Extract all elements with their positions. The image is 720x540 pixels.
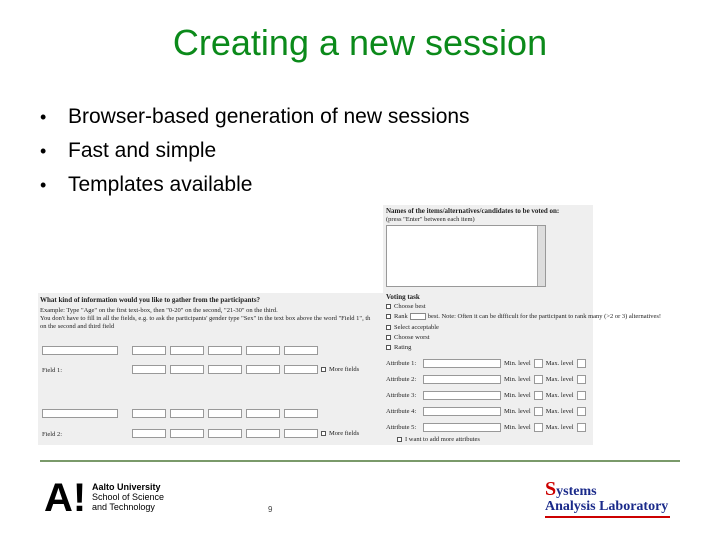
- attribute-input[interactable]: [423, 423, 501, 432]
- field-1-value-input[interactable]: [246, 365, 280, 374]
- field-2-value-input[interactable]: [284, 409, 318, 418]
- field-2-value-input[interactable]: [132, 409, 166, 418]
- field-2-name-input[interactable]: [42, 409, 118, 418]
- attribute-row: Attribute 2: Min. level Max. level: [386, 375, 589, 384]
- checkbox-icon[interactable]: [321, 367, 326, 372]
- form-example: Example: Type "Age" on the first text-box, then "0-20" on the second, "21-30" on the third.: [40, 307, 278, 314]
- max-level-input[interactable]: [577, 359, 586, 368]
- field-1-value-input[interactable]: [170, 365, 204, 374]
- voting-setup-form-screenshot: [383, 205, 662, 445]
- form-question: What kind of information would you like to gather from the participants?: [40, 296, 261, 304]
- footer-divider: [40, 460, 680, 462]
- field-2-value-input[interactable]: [170, 429, 204, 438]
- field-1-value-input[interactable]: [246, 346, 280, 355]
- participant-info-form-screenshot: [38, 293, 388, 445]
- field-2-label: Field 2:: [42, 431, 63, 438]
- attribute-row: Attribute 4: Min. level Max. level: [386, 407, 589, 416]
- voting-task-heading: Voting task: [386, 293, 420, 301]
- field-2-value-input[interactable]: [208, 429, 242, 438]
- attribute-input[interactable]: [423, 407, 501, 416]
- bullet-item: • Browser-based generation of new sessions: [40, 105, 470, 128]
- more-fields-checkbox[interactable]: More fields: [321, 366, 359, 373]
- form-example: You don't have to fill in all the fields, e.g. to ask the participants' gender type "Sex" in the text box above the word "Field 1", th: [40, 315, 371, 322]
- page-number: 9: [268, 505, 273, 514]
- field-2-value-input[interactable]: [284, 429, 318, 438]
- form-example: on the second and third field: [40, 323, 115, 330]
- field-1-value-input[interactable]: [132, 365, 166, 374]
- checkbox-icon[interactable]: [386, 345, 391, 350]
- attribute-input[interactable]: [423, 375, 501, 384]
- logo-underline: [545, 516, 670, 518]
- max-level-input[interactable]: [577, 423, 586, 432]
- max-level-input[interactable]: [577, 375, 586, 384]
- slide-title: Creating a new session: [172, 22, 548, 63]
- attribute-row: Attribute 3: Min. level Max. level: [386, 391, 589, 400]
- min-level-input[interactable]: [534, 423, 543, 432]
- alternatives-textarea[interactable]: [386, 225, 546, 287]
- field-1-value-input[interactable]: [284, 346, 318, 355]
- attribute-row: Attribute 1: Min. level Max. level: [386, 359, 589, 368]
- alternatives-hint: (press "Enter" between each item): [386, 216, 475, 223]
- systems-analysis-laboratory-logo: Systems Analysis Laboratory: [545, 478, 670, 518]
- field-1-value-input[interactable]: [208, 346, 242, 355]
- checkbox-icon[interactable]: [386, 304, 391, 309]
- rank-option[interactable]: Rank best. Note: Often it can be difficult for the participant to rank many (>2 or 3) alternatives!: [386, 313, 661, 320]
- field-2-value-input[interactable]: [132, 429, 166, 438]
- select-acceptable-option[interactable]: Select acceptable: [386, 324, 439, 331]
- field-2-value-input[interactable]: [246, 409, 280, 418]
- scrollbar[interactable]: [537, 226, 545, 286]
- choose-worst-option[interactable]: Choose worst: [386, 334, 430, 341]
- checkbox-icon[interactable]: [386, 325, 391, 330]
- field-1-value-input[interactable]: [208, 365, 242, 374]
- field-1-value-input[interactable]: [132, 346, 166, 355]
- more-fields-checkbox[interactable]: More fields: [321, 430, 359, 437]
- university-name: Aalto University School of Science and Technology: [92, 482, 165, 512]
- field-2-value-input[interactable]: [208, 409, 242, 418]
- field-1-label: Field 1:: [42, 367, 63, 374]
- checkbox-icon[interactable]: [386, 314, 391, 319]
- bullet-item: • Templates available: [40, 173, 253, 196]
- field-2-value-input[interactable]: [170, 409, 204, 418]
- attribute-input[interactable]: [423, 359, 501, 368]
- bullet-list: [40, 100, 470, 202]
- min-level-input[interactable]: [534, 391, 543, 400]
- max-level-input[interactable]: [577, 407, 586, 416]
- choose-best-option[interactable]: Choose best: [386, 303, 426, 310]
- checkbox-icon[interactable]: [321, 431, 326, 436]
- field-1-value-input[interactable]: [284, 365, 318, 374]
- add-more-attributes-option[interactable]: I want to add more attributes: [397, 436, 480, 443]
- attribute-row: Attribute 5: Min. level Max. level: [386, 423, 589, 432]
- checkbox-icon[interactable]: [386, 335, 391, 340]
- min-level-input[interactable]: [534, 375, 543, 384]
- min-level-input[interactable]: [534, 407, 543, 416]
- max-level-input[interactable]: [577, 391, 586, 400]
- aalto-logo-icon: A!: [44, 476, 87, 520]
- checkbox-icon[interactable]: [397, 437, 402, 442]
- rank-count-input[interactable]: [410, 313, 426, 320]
- field-1-name-input[interactable]: [42, 346, 118, 355]
- rating-option[interactable]: Rating: [386, 344, 411, 351]
- alternatives-heading: Names of the items/alternatives/candidates to be voted on:: [386, 207, 560, 215]
- min-level-input[interactable]: [534, 359, 543, 368]
- bullet-item: • Fast and simple: [40, 139, 217, 162]
- field-1-value-input[interactable]: [170, 346, 204, 355]
- field-2-value-input[interactable]: [246, 429, 280, 438]
- attribute-input[interactable]: [423, 391, 501, 400]
